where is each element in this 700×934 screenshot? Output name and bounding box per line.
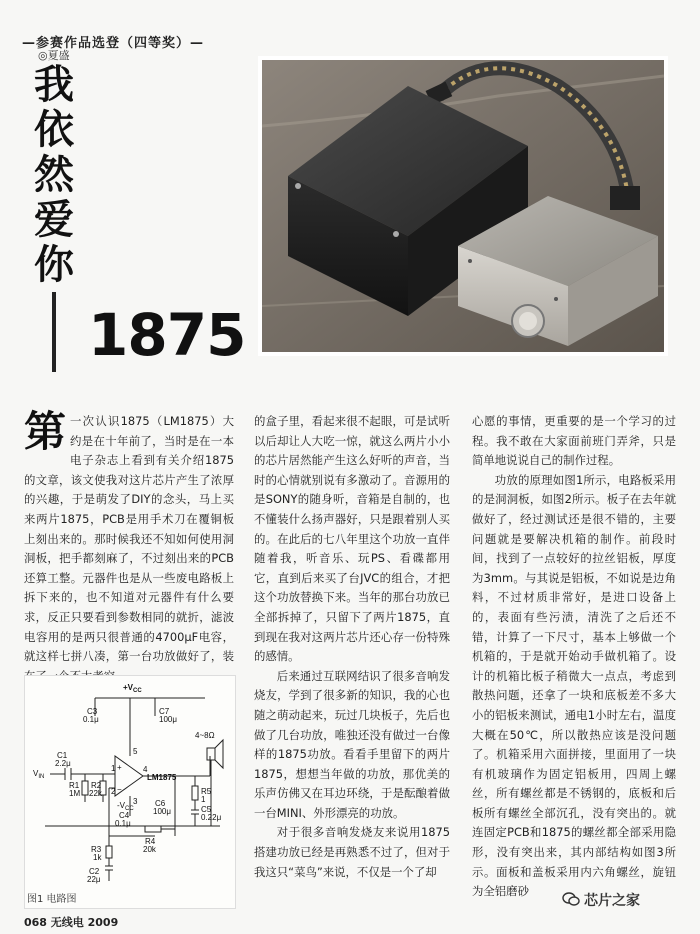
r5-label: R5 bbox=[201, 787, 212, 796]
r4-value: 20k bbox=[143, 845, 156, 854]
c5-value: 0.22μ bbox=[201, 813, 222, 822]
author-name: ◎夏盛 bbox=[38, 49, 70, 62]
c7-label: C7 bbox=[159, 707, 170, 716]
r3-value: 1k bbox=[93, 853, 102, 862]
r2-value: 22k bbox=[89, 789, 102, 798]
circuit-schematic bbox=[25, 676, 235, 901]
c3-value: 0.1μ bbox=[83, 715, 99, 724]
c5-label: C5 bbox=[201, 805, 212, 814]
r4-label: R4 bbox=[145, 837, 156, 846]
c6-value: 100μ bbox=[153, 807, 171, 816]
c6-label: C6 bbox=[155, 799, 166, 808]
c2-value: 22μ bbox=[87, 875, 101, 884]
r3-label: R3 bbox=[91, 845, 102, 854]
title-char: 依 bbox=[34, 106, 74, 153]
vin-label: $V_{IN}$ bbox=[33, 769, 45, 780]
c4-value: 0.1μ bbox=[115, 819, 131, 828]
title-number: 1875 bbox=[88, 301, 246, 369]
c1-label: C1 bbox=[57, 751, 68, 760]
pin-5: 5 bbox=[133, 747, 138, 756]
article-column-3 bbox=[472, 412, 676, 912]
pin-1: 1 bbox=[111, 764, 116, 773]
pin-4: 4 bbox=[143, 765, 148, 774]
dropcap: 第 bbox=[24, 407, 67, 456]
circuit-diagram bbox=[24, 675, 236, 909]
title-char: 爱 bbox=[34, 196, 74, 243]
title-dash-line bbox=[52, 292, 56, 372]
title-char: 然 bbox=[34, 151, 74, 198]
title-char: 我 bbox=[34, 61, 74, 108]
section-label: —参赛作品选登（四等奖）— bbox=[22, 36, 205, 51]
vcc-neg-label: $-V_{CC}$ bbox=[117, 801, 134, 812]
article-column-2 bbox=[254, 412, 450, 922]
c1-value: 2.2μ bbox=[55, 759, 71, 768]
r1-value: 1M bbox=[69, 789, 81, 798]
figure-caption: 图1 电路图 bbox=[27, 894, 77, 905]
paragraph: 功放的原理如图1所示，电路板采用的是洞洞板，如图2所示。板子在去年就做好了，经过测试还是很不错的，主要问题就是要解决机箱的制作。前段时间，找到了一点较好的拉丝铝板，厚度为3mm。与其说是铝板，不如说是边角料，不过材质非常好，是进口设备上的，表面有些污渍，清洗了之后还不错，计算了一下尺寸，基本上够做一个机箱的，于是就开始动手做机箱了。设计的机箱比板子稍微大一点点，考虑到散热问题，还拿了一块和底板差不多大小的铝板来测试，通电1小时左右，温度大概在50℃，所以散热应该是没问题了。机箱采用六面拼接，里面用了一块有机玻璃作为固定铝板用，四周上螺丝，所有螺丝都是不锈钢的，底板和后板所有螺丝全部沉孔，没有突出的。就连固定PCB和1875的螺丝都全部采用隐形，没有突出来，其内部结构如图3所示。面板和盖板采用内六角螺丝，旋钮为全铝磨砂 bbox=[472, 472, 676, 899]
c4-label: C4 bbox=[119, 811, 130, 820]
c3-label: C3 bbox=[87, 707, 98, 716]
pin-2: 2 bbox=[111, 787, 116, 796]
paragraph: 一次认识1875（LM1875）大约是在十年前了，当时是在一本电子杂志上看到有关介绍1875的文章，该文使我对这片芯片产生了浓厚的兴趣，于是萌发了DIY的念头，马上买来两片1875，PCB是用手术刀在覆铜板上刻出来的。那时候我还不知如何使用洞洞板，把手都刻麻了，不过刻出来的PCB还算工整。元器件也是从一些废电路板上拆下来的，也不知道对元器件有什么要求，反正只要看到参数相同的就折，滤波电容用的是两只很普通的4700μF电容，就这样七拼八凑，第一台功放做好了，装 bbox=[24, 414, 234, 664]
article-title bbox=[30, 62, 78, 287]
r2-label: R2 bbox=[91, 781, 102, 790]
c7-value: 100μ bbox=[159, 715, 177, 724]
plus-pin: + bbox=[117, 763, 122, 772]
amplifier-photo-graphic bbox=[258, 56, 668, 356]
minus-pin: − bbox=[117, 785, 122, 794]
r1-label: R1 bbox=[69, 781, 80, 790]
r5-value: 1 bbox=[201, 795, 206, 804]
paragraph: 后来通过互联网结识了很多音响发烧友，学到了很多新的知识，我的心也随之萌动起来，玩过几块板子，先后也做了几台功放，唯独还没有做过一台像样的1875功放。看看手里留下的两片1875，想想当年做的功放，那优美的乐声仿佛又在耳边环绕，于是酝酿着做一台MINI、外形漂亮的功放。 bbox=[254, 668, 450, 820]
page-footer: 068 无线电 2009 bbox=[24, 916, 119, 929]
wechat-icon bbox=[562, 890, 580, 908]
paragraph: 的盒子里，看起来很不起眼，可是试听以后却让人大吃一惊，就这么两片小小的芯片居然能产生这么好听的声音，当时的心情就别说有多激动了。音源用的是SONY的随身听，音箱是自制的，也不懂装什么扬声器好，只是跟着别人买的。在此后的七八年里这个功放一直伴随着我，听音乐、玩PS、看碟都用它，直到后来买了台JVC的组合，才把这个功放替换下来。当年的那台功放已全部拆掉了，只留下了两片1875，直到现在我对这两片芯片还心存一份特殊的感情。 bbox=[254, 414, 450, 664]
paragraph: 心愿的事情，更重要的是一个学习的过程。我不敢在大家面前班门弄斧，只是简单地说说自己的制作过程。 bbox=[472, 414, 676, 468]
paragraph: 对于很多音响发烧友来说用1875搭建功放已经是再熟悉不过了，但对于我这只“菜鸟”来说，不仅是一个了却 bbox=[254, 825, 450, 879]
article-column-1 bbox=[24, 407, 234, 672]
title-char: 你 bbox=[34, 241, 74, 288]
amplifier-photo bbox=[258, 56, 668, 356]
watermark-text: 芯片之家 bbox=[584, 893, 640, 909]
speaker-label: 4~8Ω bbox=[195, 731, 215, 740]
c2-label: C2 bbox=[89, 867, 100, 876]
ic-label: LM1875 bbox=[147, 773, 177, 782]
pin-3: 3 bbox=[133, 797, 138, 806]
vcc-pos-label: $+V_{CC}$ bbox=[123, 683, 142, 694]
